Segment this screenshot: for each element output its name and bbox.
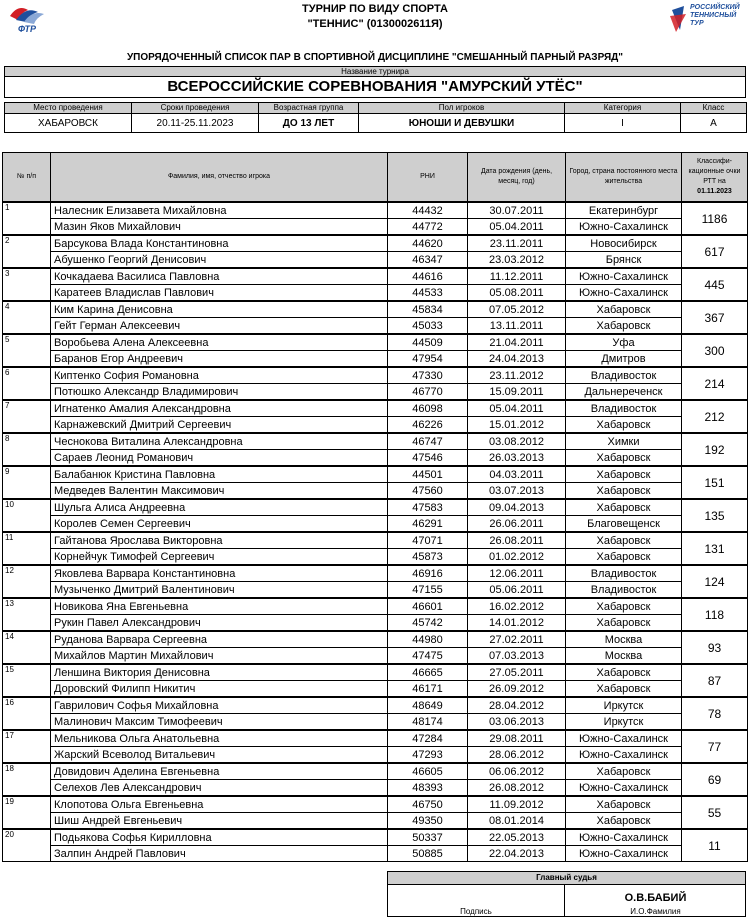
player-dob: 05.04.2011 [468,400,566,417]
pair-number: 11 [3,532,51,565]
table-row [3,417,748,434]
player-city: Иркутск [566,697,682,714]
pair-points: 300 [682,334,748,367]
player-city: Южно-Сахалинск [566,219,682,236]
player-city: Хабаровск [566,450,682,467]
pair-points: 1186 [682,202,748,235]
player-rni: 44772 [388,219,468,236]
player-dob: 22.05.2013 [468,829,566,846]
pair-points: 617 [682,235,748,268]
player-rni: 44533 [388,285,468,302]
table-row [3,549,748,566]
player-city: Южно-Сахалинск [566,268,682,285]
col-header-points-label: Классифи-кационные очки РТТ на [688,158,741,185]
player-name: Шиш Андрей Евгеньевич [51,813,388,830]
table-row [3,730,748,747]
player-name: Жарский Всеволод Витальевич [51,747,388,764]
player-rni: 44616 [388,268,468,285]
col-header-rni: РНИ [388,153,468,203]
player-rni: 47560 [388,483,468,500]
player-rni: 49350 [388,813,468,830]
table-row [3,268,748,285]
player-rni: 47954 [388,351,468,368]
player-rni: 47155 [388,582,468,599]
signature-caption: Подпись [460,907,492,916]
pair-points: 77 [682,730,748,763]
player-city: Хабаровск [566,417,682,434]
pair-number: 10 [3,499,51,532]
player-dob: 26.08.2011 [468,532,566,549]
player-city: Владивосток [566,400,682,417]
player-name: Гейт Герман Алексеевич [51,318,388,335]
player-city: Екатеринбург [566,202,682,219]
player-name: Каратеев Владислав Павлович [51,285,388,302]
player-dob: 26.06.2011 [468,516,566,533]
info-header-dates: Сроки проведения [132,103,259,114]
player-name: Налесник Елизавета Михайловна [51,202,388,219]
pair-number: 6 [3,367,51,400]
player-dob: 14.01.2012 [468,615,566,632]
player-name: Карнажевский Дмитрий Сергеевич [51,417,388,434]
table-row [3,351,748,368]
player-name: Сараев Леонид Романович [51,450,388,467]
table-row [3,846,748,862]
player-rni: 44509 [388,334,468,351]
pairs-table [2,152,748,862]
player-name: Гайтанова Ярослава Викторовна [51,532,388,549]
player-name: Шульга Алиса Андреевна [51,499,388,516]
list-title: УПОРЯДОЧЕННЫЙ СПИСОК ПАР В СПОРТИВНОЙ ДИСЦИПЛИНЕ "СМЕШАННЫЙ ПАРНЫЙ РАЗРЯД" [126,52,624,63]
player-dob: 03.06.2013 [468,714,566,731]
player-rni: 47330 [388,367,468,384]
pairs-body [3,202,748,862]
rtt-logo-line-2: ТЕННИСНЫЙ [690,12,737,19]
player-name: Мельникова Ольга Анатольевна [51,730,388,747]
pair-points: 212 [682,400,748,433]
player-name: Подьякова Софья Кирилловна [51,829,388,846]
pair-points: 135 [682,499,748,532]
player-dob: 07.05.2012 [468,301,566,318]
player-rni: 46226 [388,417,468,434]
player-rni: 46171 [388,681,468,698]
pair-number: 3 [3,268,51,301]
player-dob: 24.04.2013 [468,351,566,368]
rtt-logo-line-1: РОССИЙСКИЙ [690,4,740,11]
pair-number: 4 [3,301,51,334]
pair-points: 118 [682,598,748,631]
player-name: Музыченко Дмитрий Валентинович [51,582,388,599]
player-city: Дальнереченск [566,384,682,401]
player-rni: 46347 [388,252,468,269]
player-name: Воробьева Алена Алексеевна [51,334,388,351]
player-dob: 30.07.2011 [468,202,566,219]
player-name: Залпин Андрей Павлович [51,846,388,862]
player-city: Хабаровск [566,549,682,566]
player-dob: 05.06.2011 [468,582,566,599]
player-city: Москва [566,631,682,648]
table-row [3,483,748,500]
info-place: ХАБАРОВСК [5,114,132,133]
player-city: Владивосток [566,367,682,384]
player-rni: 44432 [388,202,468,219]
pair-points: 131 [682,532,748,565]
info-header-age: Возрастная группа [259,103,359,114]
pair-number: 13 [3,598,51,631]
player-dob: 03.07.2013 [468,483,566,500]
table-row [3,796,748,813]
player-name: Гаврилович Софья Михайловна [51,697,388,714]
player-rni: 46601 [388,598,468,615]
table-row [3,252,748,269]
player-city: Южно-Сахалинск [566,747,682,764]
player-dob: 27.02.2011 [468,631,566,648]
player-city: Хабаровск [566,664,682,681]
player-name: Барсукова Влада Константиновна [51,235,388,252]
player-city: Брянск [566,252,682,269]
player-dob: 28.06.2012 [468,747,566,764]
pair-number: 17 [3,730,51,763]
pair-points: 55 [682,796,748,829]
player-rni: 46605 [388,763,468,780]
player-city: Хабаровск [566,681,682,698]
player-rni: 45742 [388,615,468,632]
player-city: Хабаровск [566,615,682,632]
info-age: ДО 13 ЛЕТ [259,114,359,133]
pair-points: 367 [682,301,748,334]
pair-number: 7 [3,400,51,433]
player-rni: 46665 [388,664,468,681]
info-category: I [565,114,681,133]
player-dob: 27.05.2011 [468,664,566,681]
player-city: Уфа [566,334,682,351]
info-dates: 20.11-25.11.2023 [132,114,259,133]
table-row [3,780,748,797]
player-name: Потюшко Александр Владимирович [51,384,388,401]
player-rni: 46291 [388,516,468,533]
pair-points: 214 [682,367,748,400]
player-dob: 15.01.2012 [468,417,566,434]
pair-number: 19 [3,796,51,829]
pair-number: 9 [3,466,51,499]
pair-number: 2 [3,235,51,268]
player-dob: 12.06.2011 [468,565,566,582]
player-rni: 48649 [388,697,468,714]
player-city: Хабаровск [566,466,682,483]
pair-points: 78 [682,697,748,730]
tournament-info-table [4,102,747,133]
player-dob: 11.12.2011 [468,268,566,285]
player-dob: 11.09.2012 [468,796,566,813]
col-header-points [682,153,748,203]
player-city: Хабаровск [566,796,682,813]
player-name: Медведев Валентин Максимович [51,483,388,500]
table-row [3,301,748,318]
chief-judge-block [387,871,746,917]
pair-number: 16 [3,697,51,730]
player-dob: 21.04.2011 [468,334,566,351]
doc-header-line-1: ТУРНИР ПО ВИДУ СПОРТА [302,3,448,15]
pair-number: 8 [3,433,51,466]
player-city: Химки [566,433,682,450]
col-header-dob: Дата рождения (день, месяц, год) [468,153,566,203]
player-dob: 15.09.2011 [468,384,566,401]
fio-caption: И.О.Фамилия [630,907,681,916]
info-header-place: Место проведения [5,103,132,114]
table-row [3,466,748,483]
player-dob: 28.04.2012 [468,697,566,714]
table-row [3,235,748,252]
player-name: Корнейчук Тимофей Сергеевич [51,549,388,566]
pair-number: 12 [3,565,51,598]
player-city: Южно-Сахалинск [566,846,682,862]
table-row [3,318,748,335]
chief-judge-name: О.В.БАБИЙ [624,892,687,904]
player-rni: 45873 [388,549,468,566]
player-rni: 46750 [388,796,468,813]
player-dob: 26.08.2012 [468,780,566,797]
table-row [3,631,748,648]
table-row [3,499,748,516]
chief-judge-title: Главный судья [388,872,745,885]
table-row [3,334,748,351]
rtt-logo-line-3: ТУР [690,20,704,27]
table-row [3,714,748,731]
player-city: Владивосток [566,565,682,582]
pair-number: 20 [3,829,51,862]
player-city: Благовещенск [566,516,682,533]
player-name: Яковлева Варвара Константиновна [51,565,388,582]
pair-points: 445 [682,268,748,301]
player-dob: 29.08.2011 [468,730,566,747]
table-row [3,516,748,533]
tournament-name-caption: Название турнира [4,66,746,77]
player-name: Доровский Филипп Никитич [51,681,388,698]
pair-number: 5 [3,334,51,367]
player-dob: 05.04.2011 [468,219,566,236]
table-row [3,400,748,417]
player-rni: 50885 [388,846,468,862]
player-dob: 23.11.2011 [468,235,566,252]
player-dob: 05.08.2011 [468,285,566,302]
col-header-city: Город, страна постоянного места жительства [566,153,682,203]
player-city: Южно-Сахалинск [566,829,682,846]
player-dob: 16.02.2012 [468,598,566,615]
player-city: Хабаровск [566,318,682,335]
player-city: Хабаровск [566,532,682,549]
player-name: Чеснокова Виталина Александровна [51,433,388,450]
player-city: Хабаровск [566,763,682,780]
table-row [3,829,748,846]
table-row [3,747,748,764]
player-rni: 48174 [388,714,468,731]
pair-points: 151 [682,466,748,499]
table-row [3,384,748,401]
player-dob: 08.01.2014 [468,813,566,830]
player-rni: 44501 [388,466,468,483]
table-row [3,367,748,384]
player-city: Новосибирск [566,235,682,252]
player-city: Южно-Сахалинск [566,285,682,302]
player-name: Киптенко София Романовна [51,367,388,384]
info-class: А [681,114,747,133]
player-rni: 50337 [388,829,468,846]
player-name: Абушенко Георгий Денисович [51,252,388,269]
table-row [3,697,748,714]
player-city: Владивосток [566,582,682,599]
player-dob: 09.04.2013 [468,499,566,516]
player-dob: 06.06.2012 [468,763,566,780]
player-rni: 46770 [388,384,468,401]
table-row [3,681,748,698]
player-rni: 47284 [388,730,468,747]
table-row [3,433,748,450]
pair-number: 18 [3,763,51,796]
pair-points: 124 [682,565,748,598]
player-dob: 03.08.2012 [468,433,566,450]
player-city: Хабаровск [566,301,682,318]
player-rni: 45834 [388,301,468,318]
player-name: Леншина Виктория Денисовна [51,664,388,681]
player-city: Южно-Сахалинск [566,730,682,747]
player-rni: 46098 [388,400,468,417]
table-row [3,763,748,780]
table-row [3,202,748,219]
pair-number: 15 [3,664,51,697]
player-name: Михайлов Мартин Михайлович [51,648,388,665]
player-rni: 47475 [388,648,468,665]
player-city: Москва [566,648,682,665]
player-dob: 01.02.2012 [468,549,566,566]
player-rni: 44620 [388,235,468,252]
pair-number: 1 [3,202,51,235]
table-row [3,598,748,615]
info-header-gender: Пол игроков [359,103,565,114]
player-city: Хабаровск [566,598,682,615]
player-rni: 46916 [388,565,468,582]
info-header-class: Класс [681,103,747,114]
player-name: Малинович Максим Тимофеевич [51,714,388,731]
col-header-points-date: 01.11.2023 [697,188,732,195]
player-dob: 07.03.2013 [468,648,566,665]
player-rni: 47546 [388,450,468,467]
player-dob: 22.04.2013 [468,846,566,862]
pair-points: 11 [682,829,748,862]
player-dob: 23.11.2012 [468,367,566,384]
player-name: Баранов Егор Андреевич [51,351,388,368]
table-row [3,664,748,681]
player-name: Новикова Яна Евгеньевна [51,598,388,615]
table-row [3,285,748,302]
player-rni: 48393 [388,780,468,797]
ftr-logo-text: ФТР [18,24,36,34]
player-name: Игнатенко Амалия Александровна [51,400,388,417]
player-city: Дмитров [566,351,682,368]
tournament-name: ВСЕРОССИЙСКИЕ СОРЕВНОВАНИЯ "АМУРСКИЙ УТЁС" [4,76,746,98]
player-name: Клопотова Ольга Евгеньевна [51,796,388,813]
pair-points: 192 [682,433,748,466]
player-dob: 13.11.2011 [468,318,566,335]
col-header-name: Фамилия, имя, отчество игрока [51,153,388,203]
player-rni: 47293 [388,747,468,764]
player-dob: 26.09.2012 [468,681,566,698]
table-row [3,450,748,467]
player-city: Хабаровск [566,499,682,516]
doc-header-line-2: "ТЕННИС" (0130002611Я) [307,18,443,30]
player-dob: 26.03.2013 [468,450,566,467]
player-city: Хабаровск [566,483,682,500]
table-row [3,532,748,549]
player-dob: 04.03.2011 [468,466,566,483]
player-rni: 47071 [388,532,468,549]
player-name: Королев Семен Сергеевич [51,516,388,533]
table-row [3,813,748,830]
pair-points: 93 [682,631,748,664]
table-row [3,615,748,632]
pair-points: 69 [682,763,748,796]
player-name: Кочкадаева Василиса Павловна [51,268,388,285]
player-rni: 45033 [388,318,468,335]
pair-points: 87 [682,664,748,697]
pair-number: 14 [3,631,51,664]
table-row [3,582,748,599]
player-name: Селехов Лев Александрович [51,780,388,797]
player-name: Ким Карина Денисовна [51,301,388,318]
player-dob: 23.03.2012 [468,252,566,269]
player-name: Довидович Аделина Евгеньевна [51,763,388,780]
col-header-num: № п/п [3,153,51,203]
table-row [3,565,748,582]
info-gender: ЮНОШИ И ДЕВУШКИ [359,114,565,133]
player-name: Мазин Яков Михайлович [51,219,388,236]
player-rni: 46747 [388,433,468,450]
player-rni: 44980 [388,631,468,648]
player-city: Хабаровск [566,813,682,830]
player-name: Рукин Павел Александрович [51,615,388,632]
table-row [3,219,748,236]
table-row [3,648,748,665]
player-city: Иркутск [566,714,682,731]
player-city: Южно-Сахалинск [566,780,682,797]
player-rni: 47583 [388,499,468,516]
player-name: Руданова Варвара Сергеевна [51,631,388,648]
info-header-category: Категория [565,103,681,114]
player-name: Балабанюк Кристина Павловна [51,466,388,483]
